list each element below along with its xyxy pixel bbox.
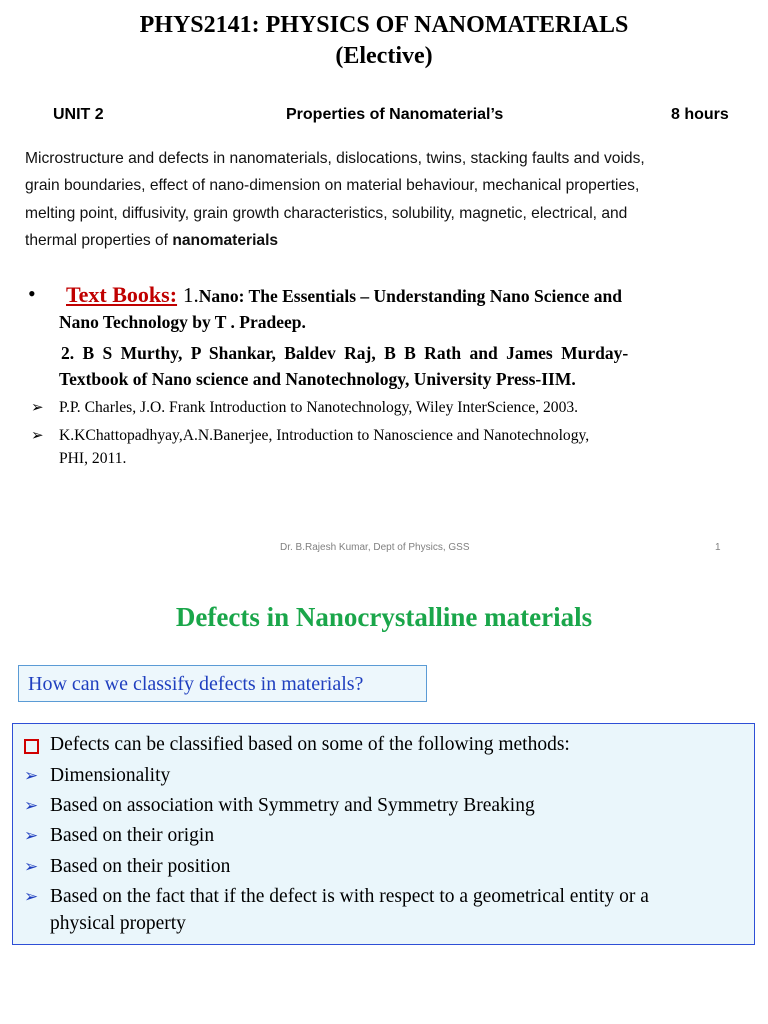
textbooks-heading: Text Books:	[66, 282, 178, 307]
textbook-1-line-2: Nano Technology by T . Pradeep.	[59, 312, 306, 332]
bullet-dot: •	[28, 281, 36, 306]
syllabus-text	[25, 145, 741, 255]
arrow-bullet-icon: ➢	[31, 400, 44, 416]
method-text: Dimensionality	[50, 765, 171, 786]
checkbox-square-icon	[24, 732, 44, 762]
arrow-bullet-icon: ➢	[24, 857, 39, 876]
arrow-bullet-icon: ➢	[24, 796, 39, 815]
reference-1: P.P. Charles, J.O. Frank Introduction to Nanotechnology, Wiley InterScience, 2003.	[59, 399, 579, 416]
method-text: Based on their origin	[50, 825, 215, 846]
reference-2-line-1: K.KChattopadhyay,A.N.Banerjee, Introduction to Nanoscience and Nanotechnology,	[59, 427, 590, 444]
method-text: Based on their position	[50, 856, 231, 877]
textbook-2-line-1: 2. B S Murthy, P Shankar, Baldev Raj, B B Rath and James Murday-	[61, 343, 629, 363]
syllabus-bold-term: nanomaterials	[172, 232, 279, 250]
syllabus-line: melting point, diffusivity, grain growth characteristics, solubility, magnetic, electrical, and	[25, 204, 628, 222]
arrow-bullet-icon: ➢	[24, 766, 39, 785]
textbook-2-line-2: Textbook of Nano science and Nanotechnology, University Press-IIM.	[59, 369, 576, 389]
unit-topic: Properties of Nanomaterial’s	[286, 106, 504, 123]
syllabus-line: thermal properties of nanomaterials	[25, 232, 279, 250]
unit-hours: 8 hours	[671, 106, 729, 123]
textbook-1-title: Nano: The Essentials – Understanding Nano Science and	[198, 286, 622, 306]
arrow-bullet-icon: ➢	[24, 887, 39, 906]
textbook-1-line-1	[66, 283, 622, 308]
page-number: 1	[715, 542, 721, 553]
method-text-continuation: physical property	[50, 913, 186, 934]
syllabus-line: grain boundaries, effect of nano-dimension on material behaviour, mechanical properties,	[25, 177, 640, 195]
course-title: PHYS2141: PHYSICS OF NANOMATERIALS	[139, 12, 629, 38]
method-text: Based on association with Symmetry and Symmetry Breaking	[50, 795, 535, 816]
slide-title: Defects in Nanocrystalline materials	[175, 602, 593, 632]
method-text: Based on the fact that if the defect is with respect to a geometrical entity or a	[50, 886, 649, 907]
question-box	[18, 665, 427, 702]
slide-footer: Dr. B.Rajesh Kumar, Dept of Physics, GSS	[280, 542, 470, 553]
syllabus-line: Microstructure and defects in nanomaterials, dislocations, twins, stacking faults and voids,	[25, 150, 645, 167]
course-subtitle: (Elective)	[335, 43, 433, 69]
intro-text: Defects can be classified based on some of the following methods:	[50, 734, 570, 755]
textbook-1-number: 1.	[183, 283, 199, 307]
arrow-bullet-icon: ➢	[24, 826, 39, 845]
unit-label: UNIT 2	[53, 106, 104, 123]
arrow-bullet-icon: ➢	[31, 428, 44, 444]
reference-2-line-2: PHI, 2011.	[59, 450, 127, 467]
question-text: How can we classify defects in materials?	[28, 673, 364, 695]
methods-box	[12, 723, 755, 945]
